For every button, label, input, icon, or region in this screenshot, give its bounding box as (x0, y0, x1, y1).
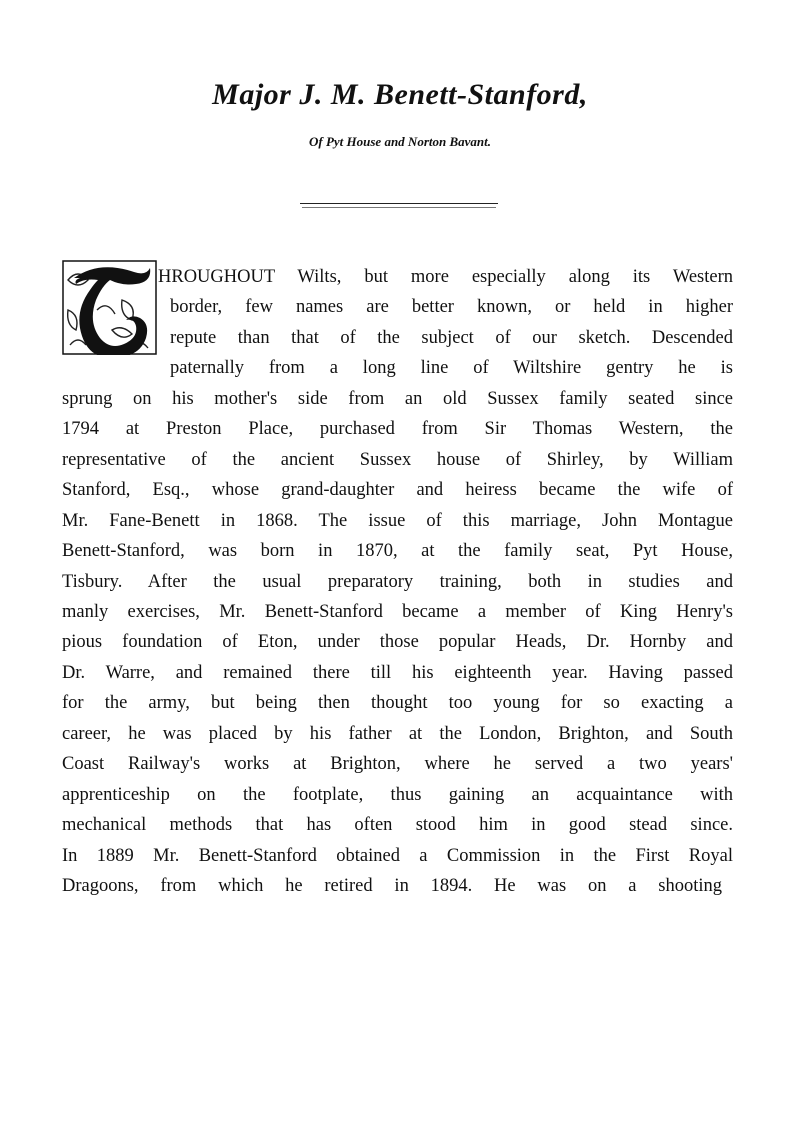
text-line: representative of the ancient Sussex house of Shirley, by William (62, 449, 733, 470)
text-line: mechanical methods that has often stood him in good stead since. (62, 815, 733, 836)
text-line: Mr. Fane-Benett in 1868. The issue of this marriage, John Montague (62, 510, 733, 531)
divider-rule (300, 203, 498, 204)
text-line: Benett-Stanford, was born in 1870, at the family seat, Pyt House, (62, 541, 733, 562)
page-subtitle: Of Pyt House and Norton Bavant. (308, 134, 491, 149)
text-line: Tisbury. After the usual preparatory training, both in studies and (62, 571, 733, 592)
text-line: 1794 at Preston Place, purchased from Sir Thomas Western, the (62, 419, 733, 440)
text-line: border, few names are better known, or held in higher (170, 297, 733, 318)
text-line: repute than that of the subject of our sketch. Descended (170, 327, 733, 348)
text-line: Coast Railway's works at Brighton, where he served a two years' (62, 754, 733, 775)
text-line: In 1889 Mr. Benett-Stanford obtained a Commission in the First Royal (62, 845, 733, 866)
text-line: paternally from a long line of Wiltshire gentry he is (170, 358, 733, 379)
text-line: manly exercises, Mr. Benett-Stanford became a member of King Henry's (62, 601, 733, 622)
text-line: Stanford, Esq., whose grand-daughter and heiress became the wife of (62, 480, 733, 501)
divider-rule-secondary (302, 207, 496, 208)
text-line: career, he was placed by his father at the London, Brighton, and South (62, 723, 733, 744)
ornamental-drop-cap-icon (62, 260, 157, 355)
text-line: sprung on his mother's side from an old Sussex family seated since (62, 388, 733, 409)
text-line: Dr. Warre, and remained there till his eighteenth year. Having passed (62, 662, 733, 683)
text-line: apprenticeship on the footplate, thus gaining an acquaintance with (62, 784, 733, 805)
text-line: Dragoons, from which he retired in 1894. He was on a shooting (62, 876, 722, 896)
page-title: Major J. M. Benett-Stanford, (212, 78, 588, 111)
text-line: pious foundation of Eton, under those popular Heads, Dr. Hornby and (62, 632, 733, 653)
text-line: for the army, but being then thought too young for so exacting a (62, 693, 733, 714)
text-line: HROUGHOUT Wilts, but more especially along its Western (158, 267, 733, 287)
